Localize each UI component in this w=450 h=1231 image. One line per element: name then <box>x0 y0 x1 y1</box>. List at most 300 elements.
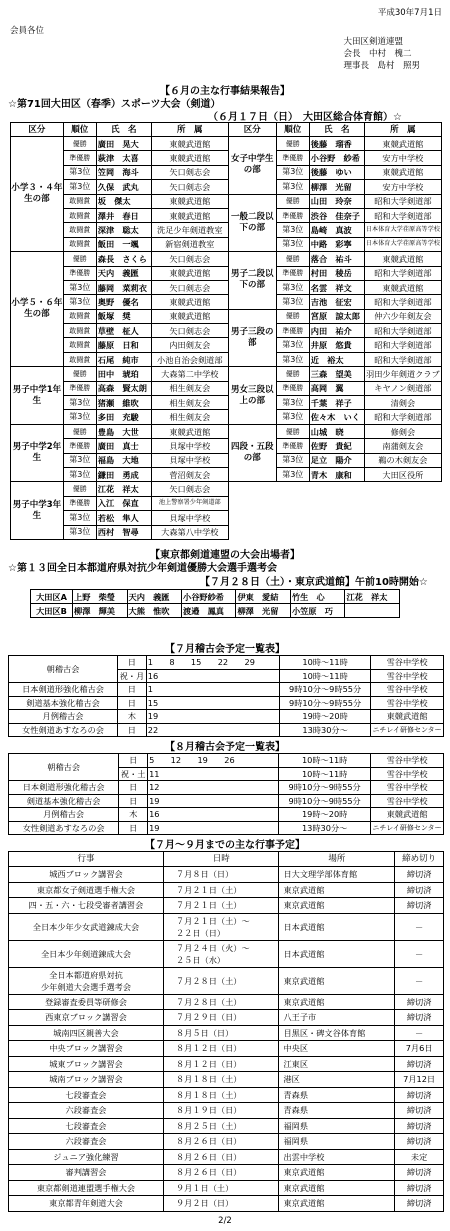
name-cell: 藤岡 菜莉衣 <box>96 280 151 294</box>
rank-cell: 優勝 <box>276 309 309 323</box>
results-row <box>11 280 442 294</box>
rank-cell: 敢闘賞 <box>63 324 96 338</box>
place-cell: 雪谷中学校 <box>371 794 444 808</box>
results-row <box>11 137 442 151</box>
place-cell: 福岡県 <box>279 1118 395 1134</box>
place-cell: 東競武道館 <box>371 710 444 724</box>
august-schedule-table <box>8 753 444 835</box>
division-cell: 一般二段以下の部 <box>228 194 276 252</box>
event-cell: 七段審査会 <box>9 1118 164 1134</box>
event-cell: ジュニア強化練習 <box>9 1149 164 1165</box>
rank-cell: 第3位 <box>63 410 96 424</box>
rank-cell: 準優勝 <box>63 496 96 510</box>
club-cell: 大田区役所 <box>364 467 441 481</box>
deadline-cell: 締切済 <box>395 898 444 914</box>
club-cell: 東競武道館 <box>364 252 441 266</box>
rank-cell: 優勝 <box>276 252 309 266</box>
division-cell: 女子中学生の部 <box>228 137 276 195</box>
place-cell: 江東区 <box>279 1056 395 1072</box>
club-cell: 大森第八中学校 <box>151 525 228 539</box>
player-cell: 江花 祥太 <box>345 590 400 604</box>
plan-row <box>9 867 444 883</box>
weekday-cell: 日 <box>118 656 147 670</box>
plan-row <box>9 940 444 967</box>
rank-cell: 第3位 <box>276 453 309 467</box>
deadline-cell: 締切済 <box>395 1103 444 1119</box>
event-cell: 全日本少年少女武道錬成大会 <box>9 913 164 940</box>
results-row <box>11 381 442 395</box>
time-cell: 10時～11時 <box>280 669 371 683</box>
plan-row <box>9 1103 444 1119</box>
name-cell: 深津 聡太 <box>96 223 151 237</box>
team-cell: 大田区B <box>31 604 73 618</box>
results-row <box>11 396 442 410</box>
club-cell: 小池自治会剣道部 <box>151 352 228 366</box>
july-title: 【７月稽古会予定一覧表】 <box>165 644 285 655</box>
days-cell: 15 <box>146 696 279 710</box>
rank-cell: 敢闘賞 <box>63 338 96 352</box>
schedule-row <box>9 710 444 724</box>
name-cell: 後藤 ゆい <box>309 165 364 179</box>
place-cell: 日本武道館 <box>279 913 395 940</box>
name-cell: 多田 充駿 <box>96 410 151 424</box>
event-cell: 審判講習会 <box>9 1165 164 1181</box>
club-cell: 洗足少年剣道教室 <box>151 223 228 237</box>
player-cell: 柳澤 光留 <box>236 604 290 618</box>
place-cell: 雪谷中学校 <box>371 696 444 710</box>
plan-row <box>9 994 444 1010</box>
name-cell: 柳澤 光留 <box>309 180 364 194</box>
results-row <box>11 165 442 179</box>
division-cell: 男子三段の部 <box>228 309 276 367</box>
weekday-cell: 祝・月 <box>118 669 147 683</box>
rank-cell: 第3位 <box>276 396 309 410</box>
rank-cell: 第3位 <box>276 467 309 481</box>
division-cell: 男子中学2年生 <box>11 424 64 482</box>
results-row <box>11 324 442 338</box>
rank-cell: 敢闘賞 <box>63 352 96 366</box>
deadline-cell: － <box>395 940 444 967</box>
plan-header-cell: 行事 <box>9 852 164 867</box>
event-cell: 六段審査会 <box>9 1103 164 1119</box>
name-cell: 井原 悠貴 <box>309 338 364 352</box>
results-row <box>11 252 442 266</box>
place-cell: 雪谷中学校 <box>371 669 444 683</box>
results-header-cell: 区分 <box>228 123 276 137</box>
time-cell: 9時10分～9時55分 <box>279 781 371 795</box>
results-row <box>11 309 442 323</box>
club-cell: 昭和大学剣道部 <box>364 266 441 280</box>
name-cell: 吉池 征宏 <box>309 295 364 309</box>
player-cell: 小笠原 巧 <box>290 604 344 618</box>
plan-row <box>9 1180 444 1196</box>
place-cell: 青森県 <box>279 1103 395 1119</box>
club-cell: 安方中学校 <box>364 151 441 165</box>
weekday-cell: 日 <box>118 683 147 697</box>
date-cell: ８月２６日（日） <box>163 1149 279 1165</box>
rank-cell: 第3位 <box>276 180 309 194</box>
rank-cell: 第3位 <box>276 352 309 366</box>
results-event: ☆第71回大田区（春季）スポーツ大会（剣道） <box>8 99 221 110</box>
rank-cell: 準優勝 <box>276 324 309 338</box>
event-cell: 六段審査会 <box>9 1134 164 1150</box>
results-row <box>11 511 442 525</box>
club-cell: 昭和大学剣道部 <box>364 295 441 309</box>
name-cell: 猪瀬 維吹 <box>96 396 151 410</box>
club-cell: 鵜の木剣友会 <box>364 453 441 467</box>
rank-cell: 第3位 <box>63 396 96 410</box>
plan-row <box>9 1010 444 1026</box>
event-cell: 朝稽古会 <box>9 754 119 781</box>
name-cell: 石尾 純市 <box>96 352 151 366</box>
place-cell: ニチレイ研修センター <box>371 821 444 835</box>
date-cell: ８月１９日（日） <box>163 1103 279 1119</box>
player-cell <box>345 604 400 618</box>
addressee: 会員各位 <box>10 26 45 36</box>
player-cell: 天内 義匯 <box>127 590 181 604</box>
name-cell: 豊島 大世 <box>96 424 151 438</box>
results-row <box>11 453 442 467</box>
club-cell: 矢口剣志会 <box>151 324 228 338</box>
days-cell: 16 <box>146 669 279 683</box>
place-cell: 東京武道館 <box>279 1180 395 1196</box>
club-cell: 昭和大学剣道部 <box>364 410 441 424</box>
event-cell: 剣道基本強化稽古会 <box>9 794 119 808</box>
club-cell: 矢口剣志会 <box>151 482 228 496</box>
rank-cell: 第3位 <box>63 453 96 467</box>
deadline-cell: 締切済 <box>395 1134 444 1150</box>
name-cell: 名雲 祥文 <box>309 280 364 294</box>
club-cell: 昭和大学剣道部 <box>364 324 441 338</box>
rank-cell: 第3位 <box>276 237 309 251</box>
name-cell: 足立 陽介 <box>309 453 364 467</box>
name-cell: 江花 祥太 <box>96 482 151 496</box>
plan-table <box>8 851 444 1212</box>
rank-cell: 準優勝 <box>276 266 309 280</box>
event-cell: 東京都剣道連盟選手権大会 <box>9 1180 164 1196</box>
days-cell: 5 12 19 26 <box>148 754 279 768</box>
club-cell: 矢口剣志会 <box>151 165 228 179</box>
time-cell: 19時～20時 <box>279 808 371 822</box>
club-cell: 東競武道館 <box>151 151 228 165</box>
event-cell: 城南ブロック講習会 <box>9 1072 164 1088</box>
organization-block <box>343 36 420 72</box>
name-cell <box>309 496 364 510</box>
name-cell: 三森 望美 <box>309 367 364 381</box>
rank-cell: 優勝 <box>63 424 96 438</box>
results-row <box>11 467 442 481</box>
place-cell: 出雲中学校 <box>279 1149 395 1165</box>
club-cell: 東競武道館 <box>364 280 441 294</box>
rank-cell: 準優勝 <box>63 381 96 395</box>
name-cell: 入江 保直 <box>96 496 151 510</box>
entry-row <box>31 604 400 618</box>
place-cell: 港区 <box>279 1072 395 1088</box>
deadline-cell: 締切済 <box>395 1165 444 1181</box>
club-cell: 相生剣友会 <box>151 381 228 395</box>
deadline-cell: － <box>395 967 444 994</box>
date-cell: ７月２８日（土） <box>163 967 279 994</box>
deadline-cell: 締切済 <box>395 1180 444 1196</box>
plan-row <box>9 967 444 994</box>
rank-cell: 準優勝 <box>63 151 96 165</box>
date-cell: ８月５日（日） <box>163 1025 279 1041</box>
plan-header-cell: 締め切り <box>395 852 444 867</box>
plan-row <box>9 1149 444 1165</box>
name-cell: 中路 彩寧 <box>309 237 364 251</box>
deadline-cell: 締切済 <box>395 1118 444 1134</box>
date-cell: ７月８日（日） <box>163 867 279 883</box>
player-cell: 渡邉 鳳真 <box>182 604 236 618</box>
deadline-cell: 締切済 <box>395 994 444 1010</box>
date-cell: ８月１２日（日） <box>163 1056 279 1072</box>
place-cell: 日本武道館 <box>279 940 395 967</box>
club-cell: 貝塚中学校 <box>151 439 228 453</box>
weekday-cell: 日 <box>118 723 147 737</box>
place-cell: 東京武道館 <box>279 882 395 898</box>
rank-cell: 第3位 <box>276 165 309 179</box>
division-cell: 男子中学1年生 <box>11 367 64 425</box>
place-cell: 雪谷中学校 <box>371 754 444 768</box>
club-cell: 東競武道館 <box>151 137 228 151</box>
entry-table <box>30 589 400 618</box>
schedule-row <box>9 696 444 710</box>
rank-cell: 敢闘賞 <box>63 208 96 222</box>
player-cell: 伊東 愛結 <box>236 590 290 604</box>
deadline-cell: 締切済 <box>395 867 444 883</box>
results-row <box>11 151 442 165</box>
name-cell: 高森 賢太朗 <box>96 381 151 395</box>
event-cell: 西東京ブロック講習会 <box>9 1010 164 1026</box>
place-cell: 雪谷中学校 <box>371 767 444 781</box>
rank-cell <box>276 525 309 539</box>
rank-cell <box>276 496 309 510</box>
name-cell: 坂 傑太 <box>96 194 151 208</box>
event-cell: 剣道基本強化稽古会 <box>9 696 118 710</box>
name-cell: 後藤 瑠香 <box>309 137 364 151</box>
schedule-row <box>9 781 444 795</box>
club-cell: 昭和大学剣道部 <box>364 352 441 366</box>
event-cell: 四・五・六・七段受審者講習会 <box>9 898 164 914</box>
days-cell: 16 <box>148 808 279 822</box>
time-cell: 9時10分～9時55分 <box>280 696 371 710</box>
club-cell: 東競武道館 <box>151 295 228 309</box>
days-cell: 19 <box>148 821 279 835</box>
results-row <box>11 424 442 438</box>
player-cell: 小谷野紗希 <box>182 590 236 604</box>
time-cell: 13時30分～ <box>280 723 371 737</box>
place-cell: 雪谷中学校 <box>371 656 444 670</box>
deadline-cell: － <box>395 1025 444 1041</box>
division-cell: 男子中学3年生 <box>11 482 64 540</box>
event-cell: 女性剣道あすなろの会 <box>9 821 119 835</box>
results-row <box>11 482 442 496</box>
name-cell: 久保 武丸 <box>96 180 151 194</box>
place-cell: 中央区 <box>279 1041 395 1057</box>
name-cell: 山城 晓 <box>309 424 364 438</box>
results-header-cell: 順位 <box>276 123 309 137</box>
rank-cell: 敢闘賞 <box>63 194 96 208</box>
weekday-cell: 日 <box>119 794 148 808</box>
date-cell: ７月２１日（土）～ ２２日（日） <box>163 913 279 940</box>
club-cell: 貝塚中学校 <box>151 511 228 525</box>
entry-event: ☆第１３回全日本都道府県対抗少年剣道優勝大会選手選考会 <box>8 563 277 574</box>
schedule-row <box>9 683 444 697</box>
event-cell: 月例稽古会 <box>9 808 119 822</box>
club-cell: 東競武道館 <box>151 266 228 280</box>
place-cell: 日大文理学部体育館 <box>279 867 395 883</box>
rank-cell: 敢闘賞 <box>63 237 96 251</box>
results-table <box>10 122 442 540</box>
date-cell: ８月２６日（日） <box>163 1134 279 1150</box>
entry-date: 【７月２８日（土）・東京武道館】午前10時開始☆ <box>200 577 428 588</box>
name-cell: 飯田 一颯 <box>96 237 151 251</box>
name-cell: 奥野 優名 <box>96 295 151 309</box>
results-header-cell: 氏 名 <box>309 123 364 137</box>
name-cell: 萩津 太喜 <box>96 151 151 165</box>
division-cell: 男子二段以下の部 <box>228 252 276 310</box>
results-row <box>11 496 442 510</box>
name-cell: 廣田 真士 <box>96 439 151 453</box>
division-cell: 小学５・６年生の部 <box>11 252 64 367</box>
deadline-cell: 締切済 <box>395 1196 444 1212</box>
event-cell: 城南四区親善大会 <box>9 1025 164 1041</box>
club-cell: 東競武道館 <box>364 137 441 151</box>
name-cell <box>309 511 364 525</box>
club-cell <box>364 482 441 496</box>
club-cell: 矢口剣志会 <box>151 252 228 266</box>
date-cell: ７月２８日（土） <box>163 994 279 1010</box>
place-cell: 雪谷中学校 <box>371 683 444 697</box>
club-cell: 矢口剣志会 <box>151 180 228 194</box>
event-cell: 城西ブロック講習会 <box>9 867 164 883</box>
schedule-row <box>9 808 444 822</box>
date-cell: ８月１２日（日） <box>163 1041 279 1057</box>
rank-cell: 優勝 <box>276 194 309 208</box>
rank-cell: 第3位 <box>276 223 309 237</box>
date-cell: ９月１日（土） <box>163 1180 279 1196</box>
place-cell: 目黒区・碑文谷体育館 <box>279 1025 395 1041</box>
club-cell: 相生剣友会 <box>151 396 228 410</box>
club-cell: 安方中学校 <box>364 180 441 194</box>
plan-row <box>9 1196 444 1212</box>
rank-cell: 優勝 <box>63 252 96 266</box>
schedule-row <box>9 821 444 835</box>
name-cell: 森長 さくら <box>96 252 151 266</box>
rank-cell: 第3位 <box>63 295 96 309</box>
club-cell: 菅沼剣友会 <box>151 467 228 481</box>
date-cell: ８月１８日（土） <box>163 1072 279 1088</box>
rank-cell: 第3位 <box>276 410 309 424</box>
event-cell: 全日本少年剣道錬成大会 <box>9 940 164 967</box>
deadline-cell: － <box>395 913 444 940</box>
player-cell: 大熊 惟吹 <box>127 604 181 618</box>
event-cell: 城東ブロック講習会 <box>9 1056 164 1072</box>
name-cell: 島崎 真波 <box>309 223 364 237</box>
club-cell: 内田剣友会 <box>151 338 228 352</box>
division-cell: 四段・五段の部 <box>228 424 276 482</box>
name-cell: 渋谷 佳奈子 <box>309 208 364 222</box>
plan-row <box>9 1056 444 1072</box>
club-cell: 清剣会 <box>364 396 441 410</box>
name-cell: 笠岡 海斗 <box>96 165 151 179</box>
schedule-row <box>9 754 444 768</box>
rank-cell: 準優勝 <box>276 208 309 222</box>
club-cell: 昭和大学剣道部 <box>364 194 441 208</box>
club-cell: 羽田少年剣道クラブ <box>364 367 441 381</box>
rank-cell <box>276 511 309 525</box>
name-cell: 村田 稜岳 <box>309 266 364 280</box>
entry-row <box>31 590 400 604</box>
rank-cell: 優勝 <box>276 367 309 381</box>
club-cell <box>364 511 441 525</box>
club-cell: 昭和大学剣道部 <box>364 208 441 222</box>
deadline-cell: 締切済 <box>395 1010 444 1026</box>
name-cell: 佐々木 いく <box>309 410 364 424</box>
name-cell: 高岡 翼 <box>309 381 364 395</box>
org-line: 理事長 島村 照男 <box>343 61 420 71</box>
club-cell: 新宿剣道教室 <box>151 237 228 251</box>
results-row <box>11 525 442 539</box>
rank-cell: 第3位 <box>63 165 96 179</box>
plan-title: 【７月～９月までの主な行事予定】 <box>145 840 305 851</box>
club-cell: 東競武道館 <box>151 309 228 323</box>
name-cell: 鎌田 勇成 <box>96 467 151 481</box>
name-cell: 近 裕太 <box>309 352 364 366</box>
place-cell: 東京武道館 <box>279 1196 395 1212</box>
player-cell: 竹生 心 <box>290 590 344 604</box>
player-cell: 柳澤 輝美 <box>73 604 127 618</box>
place-cell: 東京武道館 <box>279 994 395 1010</box>
name-cell: 西村 智尋 <box>96 525 151 539</box>
plan-row <box>9 1025 444 1041</box>
rank-cell: 準優勝 <box>276 151 309 165</box>
event-cell: 七段審査会 <box>9 1087 164 1103</box>
results-date: （６月１７日（日） 大田区総合体育館）☆ <box>208 112 402 123</box>
plan-row <box>9 1087 444 1103</box>
event-cell: 女性剣道あすなろの会 <box>9 723 118 737</box>
event-cell: 東京都青年剣道大会 <box>9 1196 164 1212</box>
schedule-row <box>9 656 444 670</box>
results-row <box>11 338 442 352</box>
rank-cell: 準優勝 <box>276 439 309 453</box>
plan-row <box>9 1072 444 1088</box>
weekday-cell: 日 <box>119 821 148 835</box>
event-cell: 日本剣道形強化稽古会 <box>9 683 118 697</box>
date-cell: ７月２１日（土） <box>163 898 279 914</box>
event-cell: 全日本都道府県対抗 少年剣道大会選手選考会 <box>9 967 164 994</box>
club-cell: 大森第二中学校 <box>151 367 228 381</box>
results-row <box>11 439 442 453</box>
results-row <box>11 352 442 366</box>
results-header-cell: 区分 <box>11 123 64 137</box>
time-cell: 10時～11時 <box>279 754 371 768</box>
plan-row <box>9 1041 444 1057</box>
time-cell: 13時30分～ <box>279 821 371 835</box>
days-cell: 19 <box>146 710 279 724</box>
club-cell: 矢口剣志会 <box>151 280 228 294</box>
rank-cell: 第3位 <box>63 180 96 194</box>
name-cell: 福島 大地 <box>96 453 151 467</box>
division-cell: 男女三段以上の部 <box>228 367 276 425</box>
rank-cell: 準優勝 <box>63 266 96 280</box>
results-row <box>11 266 442 280</box>
name-cell: 小谷野 紗希 <box>309 151 364 165</box>
rank-cell: 敢闘賞 <box>63 223 96 237</box>
place-cell: 八王子市 <box>279 1010 395 1026</box>
event-cell: 日本剣道形強化稽古会 <box>9 781 119 795</box>
results-row <box>11 194 442 208</box>
